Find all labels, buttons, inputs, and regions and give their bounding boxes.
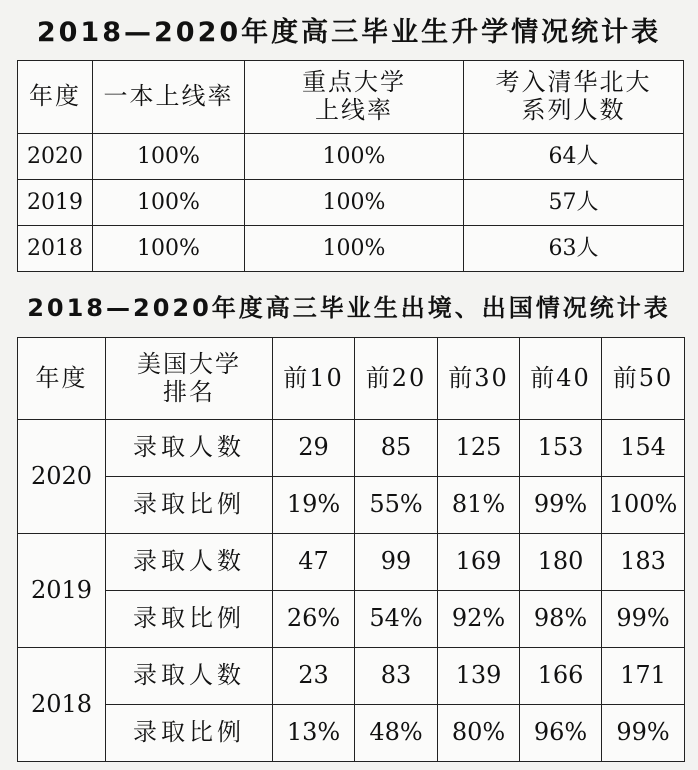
tier1-rate-cell: 100% [93,180,245,226]
value-cell: 125 [438,420,520,477]
header-tier1-rate: 一本上线率 [93,61,245,134]
table-row [18,226,684,272]
year-cell: 2018 [18,648,106,762]
count-cell: 57人 [464,180,684,226]
header-year: 年度 [18,61,93,134]
value-cell: 54% [355,591,438,648]
year-cell: 2020 [18,420,106,534]
header-top30: 前30 [438,338,520,420]
value-cell: 23 [273,648,355,705]
value-cell: 26% [273,591,355,648]
value-cell: 99% [602,591,685,648]
row-label: 录取比例 [106,705,273,762]
value-cell: 29 [273,420,355,477]
value-cell: 13% [273,705,355,762]
table-row [18,180,684,226]
header-key-university-rate: 重点大学 上线率 [245,61,464,134]
value-cell: 83 [355,648,438,705]
value-cell: 180 [520,534,602,591]
year-cell: 2020 [18,134,93,180]
header-year: 年度 [18,338,106,420]
value-cell: 153 [520,420,602,477]
row-label: 录取人数 [106,648,273,705]
value-cell: 171 [602,648,685,705]
tier1-rate-cell: 100% [93,226,245,272]
value-cell: 98% [520,591,602,648]
title-overseas-stats: 2018—2020年度高三毕业生出境、出国情况统计表 [27,294,671,322]
row-label: 录取人数 [106,420,273,477]
value-cell: 80% [438,705,520,762]
year-cell: 2019 [18,534,106,648]
value-cell: 99% [602,705,685,762]
value-cell: 85 [355,420,438,477]
value-cell: 100% [602,477,685,534]
table-row [18,705,685,762]
key-rate-cell: 100% [245,180,464,226]
count-cell: 64人 [464,134,684,180]
key-rate-cell: 100% [245,134,464,180]
value-cell: 47 [273,534,355,591]
header-top40: 前40 [520,338,602,420]
header-top10: 前10 [273,338,355,420]
year-cell: 2018 [18,226,93,272]
row-label: 录取人数 [106,534,273,591]
admission-table [17,60,684,272]
value-cell: 99 [355,534,438,591]
value-cell: 48% [355,705,438,762]
overseas-table [17,337,685,762]
header-tsinghua-peking-count: 考入清华北大 系列人数 [464,61,684,134]
table-row [18,534,685,591]
value-cell: 55% [355,477,438,534]
header-top50: 前50 [602,338,685,420]
row-label: 录取比例 [106,591,273,648]
table-header-row [18,61,684,134]
table-row [18,477,685,534]
value-cell: 166 [520,648,602,705]
header-us-ranking: 美国大学 排名 [106,338,273,420]
row-label: 录取比例 [106,477,273,534]
table-header-row [18,338,685,420]
table-row [18,134,684,180]
value-cell: 154 [602,420,685,477]
count-cell: 63人 [464,226,684,272]
table-row [18,591,685,648]
value-cell: 99% [520,477,602,534]
title-admission-stats: 2018—2020年度高三毕业生升学情况统计表 [36,17,662,48]
value-cell: 19% [273,477,355,534]
tier1-rate-cell: 100% [93,134,245,180]
value-cell: 96% [520,705,602,762]
table-row [18,648,685,705]
year-cell: 2019 [18,180,93,226]
table-row [18,420,685,477]
value-cell: 139 [438,648,520,705]
value-cell: 169 [438,534,520,591]
key-rate-cell: 100% [245,226,464,272]
header-top20: 前20 [355,338,438,420]
value-cell: 81% [438,477,520,534]
value-cell: 92% [438,591,520,648]
value-cell: 183 [602,534,685,591]
